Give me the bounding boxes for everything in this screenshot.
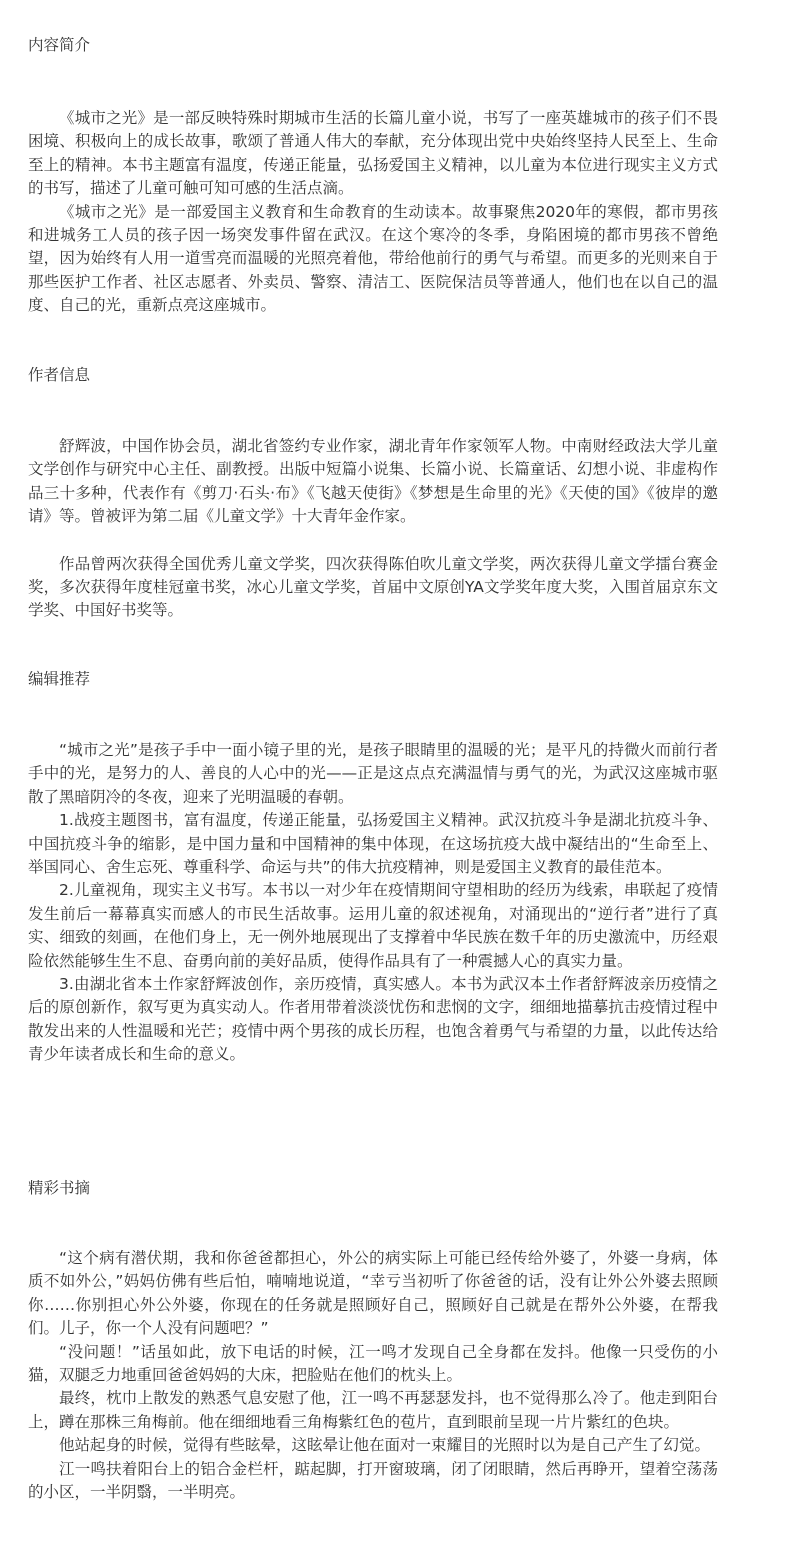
author-paragraph-1: 舒辉波，中国作协会员，湖北省签约专业作家，湖北青年作家领军人物。中南财经政法大学儿童文学创作与研究中心主任、副教授。出版中短篇小说集、长篇小说、长篇童话、幻想小说、非虚构作品三十多种，代表作有《剪刀·石头·布》《飞越天使街》《梦想是生命里的光》《天使的国》《彼岸的邀请》等。曾被评为第二届《儿童文学》十大青年金作家。 bbox=[28, 437, 718, 526]
excerpt-paragraph-4: 他站起身的时候，觉得有些眩晕，这眩晕让他在面对一束耀目的光照时以为是自己产生了幻觉。 bbox=[59, 1436, 711, 1455]
section-heading-editor: 编辑推荐 bbox=[28, 670, 91, 688]
section-heading-author: 作者信息 bbox=[28, 366, 91, 384]
section-intro bbox=[28, 33, 718, 318]
excerpt-paragraph-5: 江一鸣扶着阳台上的铝合金栏杆，踮起脚，打开窗玻璃，闭了闭眼睛，然后再睁开，望着空荡荡的小区，一半阴翳，一半明亮。 bbox=[28, 1459, 718, 1502]
editor-paragraph-3: 2.儿童视角，现实主义书写。本书以一对少年在疫情期间守望相助的经历为线索，串联起了疫情发生前后一幕幕真实而感人的市民生活故事。运用儿童的叙述视角，对涌现出的“逆行者”进行了真实、细致的刻画，在他们身上，无一例外地展现出了支撑着中华民族在数千年的历史激流中，历经艰险依然能够生生不息、奋勇向前的美好品质，使得作品具有了一种震撼人心的真实力量。 bbox=[28, 881, 718, 970]
editor-paragraph-2: 1.战疫主题图书，富有温度，传递正能量，弘扬爱国主义精神。武汉抗疫斗争是湖北抗疫斗争、中国抗疫斗争的缩影，是中国力量和中国精神的集中体现，在这场抗疫大战中凝结出的“生命至上、举国同心、舍生忘死、尊重科学、命运与共”的伟大抗疫精神，则是爱国主义教育的最佳范本。 bbox=[28, 811, 718, 877]
intro-paragraph-2: 《城市之光》是一部爱国主义教育和生命教育的生动读本。故事聚焦2020年的寒假，都市男孩和进城务工人员的孩子因一场突发事件留在武汉。在这个寒冷的冬季，身陷困境的都市男孩不曾绝望，因为始终有人用一道雪亮而温暖的光照亮着他，带给他前行的勇气与希望。而更多的光则来自于那些医护工作者、社区志愿者、外卖员、警察、清洁工、医院保洁员等普通人，他们也在以自己的温度、自己的光，重新点亮这座城市。 bbox=[28, 202, 718, 315]
section-heading-excerpt: 精彩书摘 bbox=[28, 1179, 91, 1197]
excerpt-paragraph-3: 最终，枕巾上散发的熟悉气息安慰了他，江一鸣不再瑟瑟发抖，也不觉得那么冷了。他走到阳台上，蹲在那株三角梅前。他在细细地看三角梅紫红色的苞片，直到眼前呈现一片片紫红的色块。 bbox=[28, 1389, 718, 1431]
section-heading-intro: 内容简介 bbox=[28, 36, 91, 54]
editor-paragraph-4: 3.由湖北省本土作家舒辉波创作，亲历疫情，真实感人。本书为武汉本土作者舒辉波亲历疫情之后的原创新作，叙写更为真实动人。作者用带着淡淡忧伤和悲悯的文字，细细地描摹抗击疫情过程中散发出来的人性温暖和光芒；疫情中两个男孩的成长历程，也饱含着勇气与希望的力量，以此传达给青少年读者成长和生命的意义。 bbox=[28, 975, 718, 1064]
excerpt-paragraph-1: “这个病有潜伏期，我和你爸爸都担心，外公的病实际上可能已经传给外婆了，外婆一身病，体质不如外公，”妈妈仿佛有些后怕，喃喃地说道，“幸亏当初听了你爸爸的话，没有让外公外婆去照顾你……你别担心外公外婆，你现在的任务就是照顾好自己，照顾好自己就是在帮外公外婆，在帮我们。儿子，你一个人没有问题吧？” bbox=[28, 1249, 718, 1338]
excerpt-paragraph-2: “没问题！”话虽如此，放下电话的时候，江一鸣才发现自己全身都在发抖。他像一只受伤的小猫，双腿乏力地重回爸爸妈妈的大床，把脸贴在他们的枕头上。 bbox=[28, 1342, 718, 1385]
section-excerpt bbox=[28, 1176, 718, 1504]
section-editor bbox=[28, 667, 718, 1067]
editor-paragraph-1: “城市之光”是孩子手中一面小镜子里的光，是孩子眼睛里的温暖的光；是平凡的持微火而前行者手中的光，是努力的人、善良的人心中的光——正是这点点充满温情与勇气的光，为武汉这座城市驱散了黑暗阴冷的冬夜，迎来了光明温暖的春朝。 bbox=[28, 741, 718, 806]
author-paragraph-2: 作品曾两次获得全国优秀儿童文学奖，四次获得陈伯吹儿童文学奖，两次获得儿童文学擂台赛金奖，多次获得年度桂冠童书奖，冰心儿童文学奖，首届中文原创YA文学奖年度大奖，入围首届京东文学奖、中国好书奖等。 bbox=[28, 554, 718, 620]
section-author bbox=[28, 363, 718, 623]
intro-paragraph-1: 《城市之光》是一部反映特殊时期城市生活的长篇儿童小说，书写了一座英雄城市的孩子们不畏困境、积极向上的成长故事，歌颂了普通人伟大的奉献，充分体现出党中央始终坚持人民至上、生命至上的精神。本书主题富有温度，传递正能量，弘扬爱国主义精神，以儿童为本位进行现实主义方式的书写，描述了儿童可触可知可感的生活点滴。 bbox=[28, 109, 718, 198]
